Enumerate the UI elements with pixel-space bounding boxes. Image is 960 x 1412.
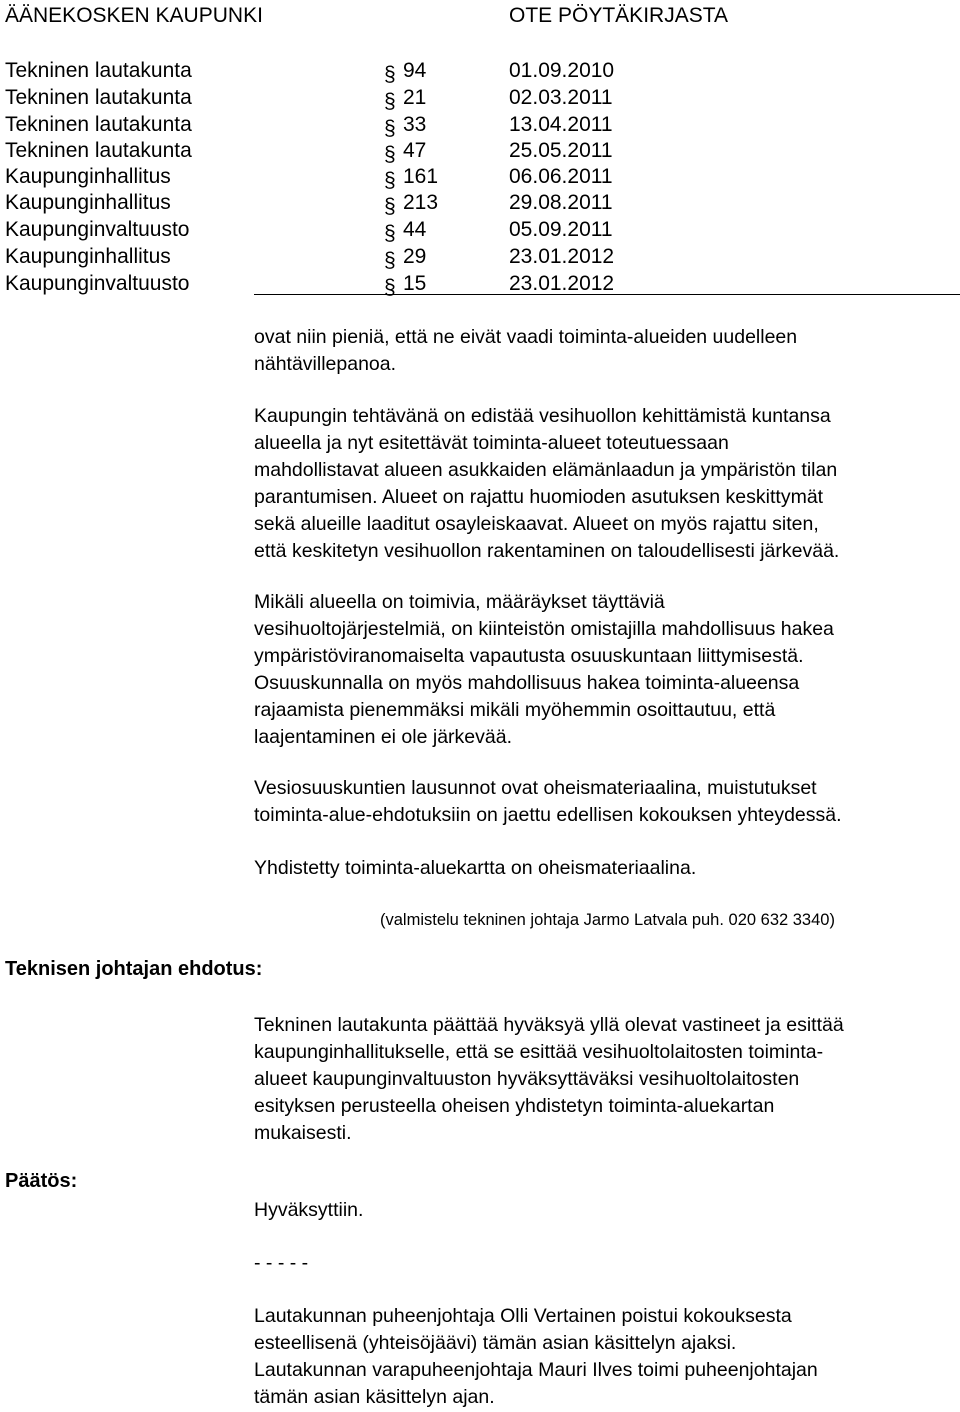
history-number: 161 (403, 165, 439, 188)
history-number: 33 (403, 113, 427, 136)
history-date: 13.04.2011 (509, 113, 613, 136)
history-date: 23.01.2012 (509, 272, 615, 295)
divider (254, 294, 960, 295)
decision-note: Lautakunnan puheenjohtaja Olli Vertainen poistui kokouksesta esteellisenä (yhteisöjäävi) tämän asian käsittelyn ajaksi. Lautakunnan varapuheenjohtaja Mauri Ilves toimi puheenjohtajan tämän asian käsittelyn ajan. (254, 1305, 818, 1408)
history-date: 29.08.2011 (509, 191, 613, 214)
history-body: Tekninen lautakunta (5, 86, 192, 109)
decision-text: Hyväksyttiin. (254, 1199, 364, 1221)
history-row (0, 84, 960, 111)
org-name: ÄÄNEKOSKEN KAUPUNKI (5, 4, 263, 27)
section-symbol: § (384, 169, 396, 192)
history-date: 23.01.2012 (509, 245, 615, 268)
doc-type: OTE PÖYTÄKIRJASTA (509, 4, 728, 27)
section-symbol: § (384, 143, 396, 166)
section-symbol: § (384, 63, 396, 86)
history-number: 94 (403, 59, 427, 82)
history-date: 25.05.2011 (509, 139, 613, 162)
history-date: 02.03.2011 (509, 86, 613, 109)
section-symbol: § (384, 249, 396, 272)
history-row (0, 57, 960, 84)
section-symbol: § (384, 117, 396, 140)
proposal-text: Tekninen lautakunta päättää hyväksyä yllä olevat vastineet ja esittää kaupunginhallitukselle, että se esittää vesihuoltolaitosten toiminta- alueet kaupunginvaltuuston hyväksyttäväksi vesihuoltolaitosten esityksen perusteella oheisen yhdistetyn toiminta-aluekartan mukaisesti. (254, 1014, 844, 1144)
history-date: 06.06.2011 (509, 165, 613, 188)
decision-label: Päätös: (5, 1170, 78, 1192)
section-symbol: § (384, 276, 396, 299)
history-number: 44 (403, 218, 427, 241)
paragraph-3: Mikäli alueella on toimivia, määräykset täyttäviä vesihuoltojärjestelmiä, on kiinteistön omistajilla mahdollisuus hakea ympäristöviranomaiselta vapautusta osuuskuntaan liittymisestä. Osuuskunnalla on myös mahdollisuus hakea toiminta-alueensa rajaamista pienemmäksi mikäli myöhemmin osoittautuu, että laajentaminen ei ole järkevää. (254, 591, 834, 748)
history-row (0, 111, 960, 138)
history-number: 29 (403, 245, 427, 268)
history-body: Kaupunginhallitus (5, 245, 171, 268)
history-date: 01.09.2010 (509, 59, 615, 82)
preparer-note: (valmistelu tekninen johtaja Jarmo Latvala puh. 020 632 3340) (380, 911, 835, 929)
history-body: Kaupunginhallitus (5, 165, 171, 188)
paragraph-1: ovat niin pieniä, että ne eivät vaadi toiminta-alueiden uudelleen nähtävillepanoa. (254, 326, 798, 375)
history-number: 21 (403, 86, 427, 109)
paragraph-2: Kaupungin tehtävänä on edistää vesihuollon kehittämistä kuntansa alueella ja nyt esitettävät toiminta-alueet toteutuessaan mahdollistavat alueen asukkaiden elämänlaadun ja ympäristön tilan parantumisen. Alueet on rajattu huomioden asutuksen keskittymät sekä alueille laaditut osayleiskaavat. Alueet on myös rajattu siten, että keskitetyn vesihuollon rakentaminen on taloudellisesti järkevää. (254, 405, 840, 562)
history-number: 213 (403, 191, 439, 214)
history-row (0, 243, 960, 270)
history-row (0, 163, 960, 190)
history-row (0, 216, 960, 243)
history-body: Kaupunginvaltuusto (5, 272, 190, 295)
paragraph-4: Vesiosuuskuntien lausunnot ovat oheismateriaalina, muistutukset toiminta-alue-ehdotuksiin on jaettu edellisen kokouksen yhteydessä. (254, 777, 842, 826)
history-body: Tekninen lautakunta (5, 113, 192, 136)
history-body: Tekninen lautakunta (5, 59, 192, 82)
history-row (0, 137, 960, 164)
history-row (0, 270, 960, 297)
history-row (0, 189, 960, 216)
section-symbol: § (384, 90, 396, 113)
paragraph-5: Yhdistetty toiminta-aluekartta on oheismateriaalina. (254, 857, 697, 879)
section-symbol: § (384, 222, 396, 245)
history-body: Kaupunginvaltuusto (5, 218, 190, 241)
history-body: Tekninen lautakunta (5, 139, 192, 162)
history-number: 15 (403, 272, 427, 295)
history-body: Kaupunginhallitus (5, 191, 171, 214)
separator: - - - - - (254, 1252, 309, 1274)
proposal-label: Teknisen johtajan ehdotus: (5, 958, 263, 980)
history-number: 47 (403, 139, 427, 162)
section-symbol: § (384, 195, 396, 218)
history-date: 05.09.2011 (509, 218, 613, 241)
